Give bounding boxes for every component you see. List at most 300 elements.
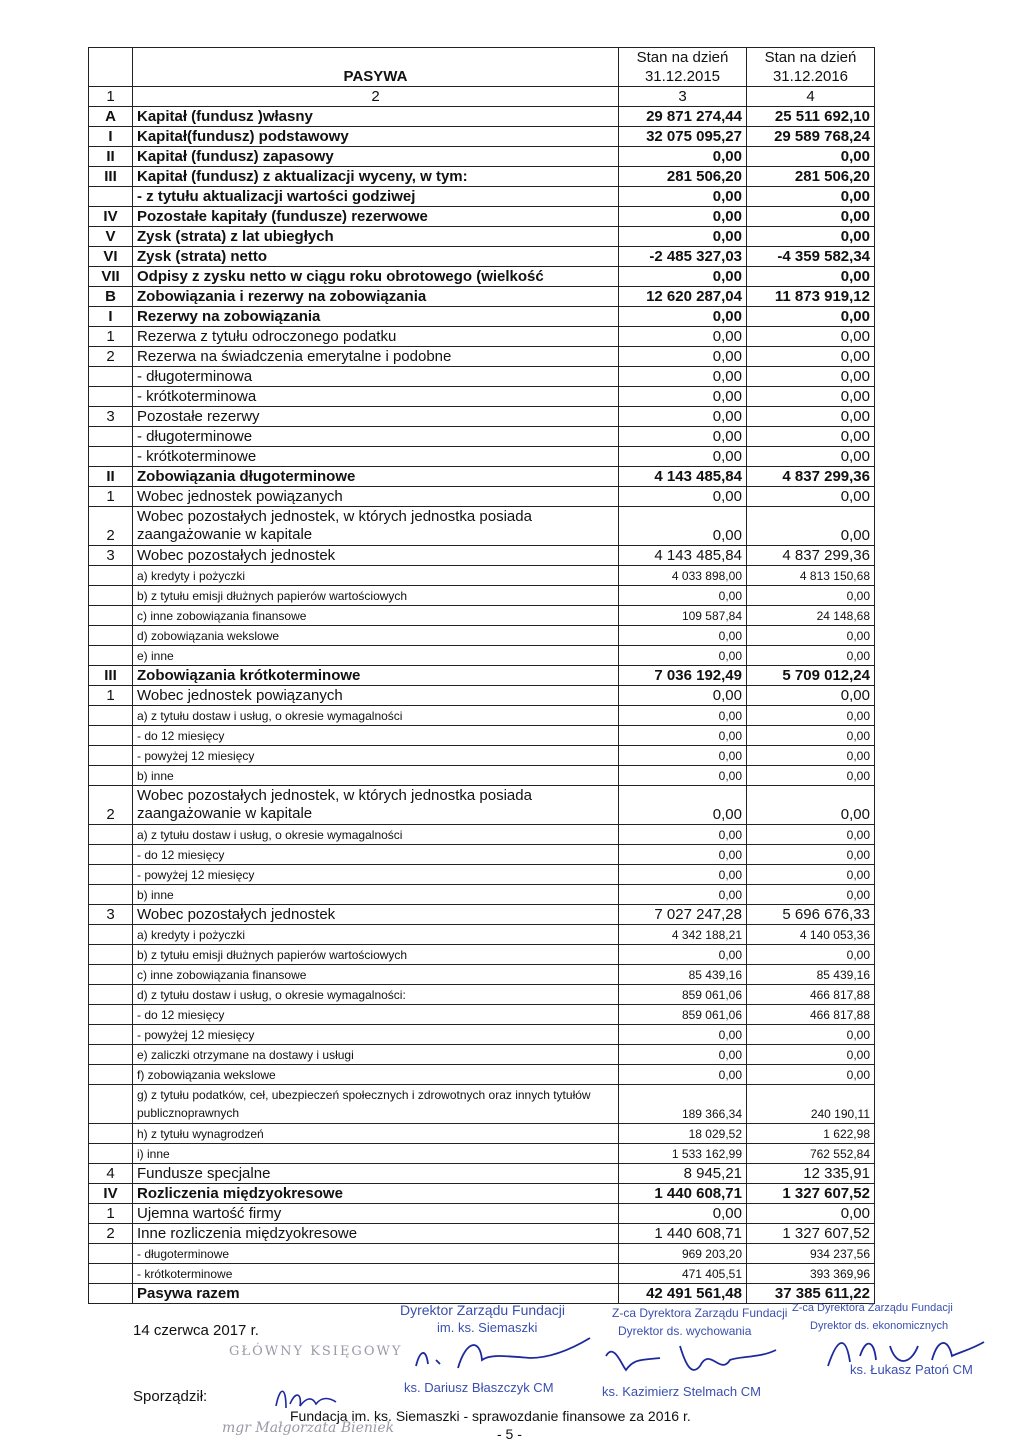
table-row [89,147,875,167]
column-header-2015: Stan na dzień 31.12.2015 [619,48,747,87]
row-value-2015: 0,00 [619,845,747,865]
row-number: 2 [89,347,133,367]
row-label: a) kredyty i pożyczki [133,566,619,586]
table-row [89,107,875,127]
row-value-2016: 1 622,98 [747,1124,875,1144]
row-label: b) inne [133,766,619,786]
row-number: IV [89,207,133,227]
row-value-2016: 0,00 [747,207,875,227]
row-value-2015: 189 366,34 [619,1085,747,1124]
row-label: i) inne [133,1144,619,1164]
table-row [89,127,875,147]
row-value-2015: 0,00 [619,1204,747,1224]
column-number: 3 [619,87,747,107]
table-row [89,307,875,327]
row-number [89,825,133,845]
row-value-2016: 0,00 [747,1204,875,1224]
table-row [89,686,875,706]
row-number [89,646,133,666]
row-number [89,447,133,467]
row-value-2015: 0,00 [619,427,747,447]
row-number [89,427,133,447]
row-label: Rozliczenia międzyokresowe [133,1184,619,1204]
row-value-2016: 0,00 [747,487,875,507]
row-label: Kapitał (fundusz )własny [133,107,619,127]
column-number-row [89,87,875,107]
table-row [89,925,875,945]
row-value-2015: 0,00 [619,507,747,546]
row-number: III [89,167,133,187]
table-row [89,1085,875,1124]
row-value-2016: 0,00 [747,407,875,427]
row-value-2015: 0,00 [619,447,747,467]
row-label: - długoterminowe [133,1244,619,1264]
row-value-2016: 25 511 692,10 [747,107,875,127]
row-value-2015: 0,00 [619,586,747,606]
row-value-2016: 0,00 [747,367,875,387]
table-row [89,447,875,467]
row-number [89,1025,133,1045]
row-number [89,1284,133,1304]
row-value-2016: 0,00 [747,885,875,905]
row-number [89,985,133,1005]
row-value-2016: 1 327 607,52 [747,1224,875,1244]
row-label: Wobec pozostałych jednostek, w których jednostka posiada zaangażowanie w kapitale [133,507,619,546]
row-value-2016: 12 335,91 [747,1164,875,1184]
row-label: - do 12 miesięcy [133,845,619,865]
row-number: IV [89,1184,133,1204]
row-value-2015: 0,00 [619,387,747,407]
row-value-2016: 466 817,88 [747,1005,875,1025]
table-row [89,1144,875,1164]
row-value-2016: 37 385 611,22 [747,1284,875,1304]
row-value-2016: 0,00 [747,347,875,367]
row-value-2015: 969 203,20 [619,1244,747,1264]
row-label: f) zobowiązania wekslowe [133,1065,619,1085]
table-row [89,726,875,746]
liabilities-table [88,47,875,1304]
row-value-2015: 4 143 485,84 [619,467,747,487]
row-label: - powyżej 12 miesięcy [133,865,619,885]
row-label: Rezerwa z tytułu odroczonego podatku [133,327,619,347]
row-value-2015: 1 533 162,99 [619,1144,747,1164]
row-value-2016: 0,00 [747,267,875,287]
row-label: - powyżej 12 miesięcy [133,746,619,766]
document-footer-line: Fundacja im. ks. Siemaszki - sprawozdanie finansowe za 2016 r. [290,1408,691,1424]
row-value-2016: 0,00 [747,187,875,207]
row-value-2016: 0,00 [747,447,875,467]
row-value-2016: 4 140 053,36 [747,925,875,945]
deputy-education-stamp-name: ks. Kazimierz Stelmach CM [602,1384,761,1399]
table-row [89,825,875,845]
row-value-2015: 0,00 [619,646,747,666]
row-number: 1 [89,327,133,347]
row-value-2016: 0,00 [747,865,875,885]
row-number: 3 [89,905,133,925]
row-label: - krótkoterminowe [133,1264,619,1284]
table-row [89,1025,875,1045]
table-row [89,606,875,626]
row-value-2015: 12 620 287,04 [619,287,747,307]
row-label: Pozostałe kapitały (fundusze) rezerwowe [133,207,619,227]
table-row [89,247,875,267]
row-value-2016: 762 552,84 [747,1144,875,1164]
table-row [89,167,875,187]
row-label: Ujemna wartość firmy [133,1204,619,1224]
row-label: - długoterminowa [133,367,619,387]
board-director-stamp-title: Dyrektor Zarządu Fundacji [400,1302,565,1318]
row-number [89,845,133,865]
row-number: 2 [89,1224,133,1244]
table-header-row [89,48,875,87]
board-director-signature [410,1330,600,1380]
row-value-2015: 0,00 [619,1065,747,1085]
row-value-2015: 4 342 188,21 [619,925,747,945]
row-value-2016: 24 148,68 [747,606,875,626]
page-number: - 5 - [497,1426,522,1442]
table-row [89,467,875,487]
row-value-2016: 934 237,56 [747,1244,875,1264]
table-row [89,845,875,865]
table-row [89,885,875,905]
row-number: II [89,467,133,487]
row-label: Pasywa razem [133,1284,619,1304]
row-number [89,626,133,646]
row-value-2016: 0,00 [747,786,875,825]
column-number: 4 [747,87,875,107]
table-row [89,1284,875,1304]
table-row [89,1244,875,1264]
row-value-2015: 0,00 [619,766,747,786]
row-number: VI [89,247,133,267]
row-label: Wobec pozostałych jednostek [133,905,619,925]
row-value-2015: 859 061,06 [619,1005,747,1025]
table-row [89,985,875,1005]
row-number [89,367,133,387]
row-label: a) z tytułu dostaw i usług, o okresie wymagalności [133,825,619,845]
deputy-education-stamp-sub: Dyrektor ds. wychowania [618,1324,752,1338]
table-row [89,546,875,566]
row-label: Rezerwy na zobowiązania [133,307,619,327]
row-number [89,925,133,945]
table-row [89,1204,875,1224]
row-value-2016: 5 709 012,24 [747,666,875,686]
row-value-2015: 0,00 [619,347,747,367]
row-value-2016: 0,00 [747,327,875,347]
table-row [89,865,875,885]
row-value-2016: 0,00 [747,825,875,845]
row-value-2016: 29 589 768,24 [747,127,875,147]
row-value-2015: 7 027 247,28 [619,905,747,925]
table-row [89,586,875,606]
row-label: h) z tytułu wynagrodzeń [133,1124,619,1144]
row-label: - krótkoterminowa [133,387,619,407]
row-value-2016: 0,00 [747,307,875,327]
row-label: c) inne zobowiązania finansowe [133,606,619,626]
row-label: Zobowiązania i rezerwy na zobowiązania [133,287,619,307]
table-row [89,1264,875,1284]
table-row [89,1124,875,1144]
row-value-2016: 0,00 [747,746,875,766]
table-row [89,187,875,207]
row-value-2016: 5 696 676,33 [747,905,875,925]
row-number: 2 [89,786,133,825]
row-value-2015: 0,00 [619,267,747,287]
row-value-2016: 4 837 299,36 [747,467,875,487]
row-number: A [89,107,133,127]
row-value-2015: 0,00 [619,327,747,347]
row-value-2015: 0,00 [619,885,747,905]
table-row [89,427,875,447]
table-row [89,407,875,427]
row-label: - do 12 miesięcy [133,1005,619,1025]
row-value-2015: 42 491 561,48 [619,1284,747,1304]
row-value-2015: 0,00 [619,1045,747,1065]
row-value-2015: 4 143 485,84 [619,546,747,566]
table-row [89,267,875,287]
row-number: I [89,307,133,327]
row-value-2016: -4 359 582,34 [747,247,875,267]
row-value-2015: 0,00 [619,227,747,247]
row-label: - z tytułu aktualizacji wartości godziwej [133,187,619,207]
row-number [89,706,133,726]
row-value-2015: 29 871 274,44 [619,107,747,127]
deputy-economic-stamp-sub: Dyrektor ds. ekonomicznych [810,1320,949,1332]
row-value-2016: 393 369,96 [747,1264,875,1284]
board-director-stamp-name: ks. Dariusz Błaszczyk CM [404,1380,554,1395]
row-value-2016: 0,00 [747,147,875,167]
row-label: Wobec jednostek powiązanych [133,686,619,706]
row-label: Kapitał (fundusz) zapasowy [133,147,619,167]
row-value-2016: 0,00 [747,646,875,666]
row-value-2016: 0,00 [747,586,875,606]
column-number: 1 [89,87,133,107]
header-blank-cell [89,48,133,87]
table-row [89,487,875,507]
row-value-2015: 0,00 [619,367,747,387]
row-value-2015: 0,00 [619,825,747,845]
row-label: Zobowiązania długoterminowe [133,467,619,487]
row-value-2015: 0,00 [619,207,747,227]
table-row [89,905,875,925]
table-row [89,945,875,965]
row-value-2015: 0,00 [619,686,747,706]
document-date: 14 czerwca 2017 r. [133,1322,259,1339]
row-label: Wobec jednostek powiązanych [133,487,619,507]
row-value-2015: 0,00 [619,407,747,427]
row-value-2015: 109 587,84 [619,606,747,626]
row-value-2016: 4 813 150,68 [747,566,875,586]
row-label: Pozostałe rezerwy [133,407,619,427]
row-value-2015: 0,00 [619,746,747,766]
row-value-2015: 85 439,16 [619,965,747,985]
row-value-2015: 281 506,20 [619,167,747,187]
table-row [89,207,875,227]
row-label: Kapitał(fundusz) podstawowy [133,127,619,147]
row-number [89,1244,133,1264]
row-value-2016: 4 837 299,36 [747,546,875,566]
row-number: III [89,666,133,686]
row-label: - krótkoterminowe [133,447,619,467]
row-label: Inne rozliczenia międzyokresowe [133,1224,619,1244]
row-number [89,387,133,407]
table-row [89,387,875,407]
row-label: Wobec pozostałych jednostek [133,546,619,566]
chief-accountant-stamp: GŁÓWNY KSIĘGOWY [229,1344,403,1359]
row-number [89,885,133,905]
row-label: Rezerwa na świadczenia emerytalne i podobne [133,347,619,367]
table-row [89,666,875,686]
table-row [89,1045,875,1065]
row-label: Zobowiązania krótkoterminowe [133,666,619,686]
row-label: Odpisy z zysku netto w ciągu roku obrotowego (wielkość [133,267,619,287]
row-label: - powyżej 12 miesięcy [133,1025,619,1045]
board-director-stamp-sub: im. ks. Siemaszki [437,1320,538,1335]
row-number [89,766,133,786]
section-title: PASYWA [133,48,619,87]
row-value-2015: 471 405,51 [619,1264,747,1284]
row-value-2016: 0,00 [747,726,875,746]
row-value-2015: 0,00 [619,307,747,327]
table-row [89,1224,875,1244]
row-number [89,586,133,606]
row-number: 4 [89,1164,133,1184]
table-row [89,1184,875,1204]
row-value-2016: 466 817,88 [747,985,875,1005]
row-value-2015: 0,00 [619,945,747,965]
row-value-2016: 0,00 [747,427,875,447]
row-number: V [89,227,133,247]
table-row [89,566,875,586]
row-label: b) inne [133,885,619,905]
row-value-2015: 0,00 [619,706,747,726]
row-value-2015: 0,00 [619,487,747,507]
row-value-2016: 0,00 [747,766,875,786]
deputy-education-stamp-title: Z-ca Dyrektora Zarządu Fundacji [612,1306,788,1320]
table-row [89,706,875,726]
row-value-2016: 0,00 [747,1065,875,1085]
row-value-2015: 8 945,21 [619,1164,747,1184]
row-value-2015: 18 029,52 [619,1124,747,1144]
row-value-2015: 1 440 608,71 [619,1224,747,1244]
row-label: Zysk (strata) z lat ubiegłych [133,227,619,247]
row-number [89,1124,133,1144]
deputy-education-signature [600,1336,780,1386]
row-number [89,187,133,207]
row-number [89,1144,133,1164]
row-value-2015: 0,00 [619,865,747,885]
deputy-economic-signature [820,1326,990,1386]
row-number [89,1264,133,1284]
table-row [89,1005,875,1025]
chief-accountant-signature [272,1376,352,1416]
row-value-2016: 0,00 [747,1045,875,1065]
row-number [89,746,133,766]
row-value-2015: 0,00 [619,626,747,646]
row-value-2016: 240 190,11 [747,1085,875,1124]
row-number: 3 [89,407,133,427]
row-value-2015: 32 075 095,27 [619,127,747,147]
row-value-2015: 0,00 [619,1025,747,1045]
row-value-2016: 0,00 [747,1025,875,1045]
row-value-2015: -2 485 327,03 [619,247,747,267]
deputy-economic-stamp-title: Z-ca Dyrektora Zarządu Fundacji [792,1302,953,1314]
row-label: e) inne [133,646,619,666]
row-value-2015: 0,00 [619,786,747,825]
prepared-by-label: Sporządził: [133,1388,208,1405]
column-header-2016: Stan na dzień 31.12.2016 [747,48,875,87]
table-row [89,347,875,367]
row-label: a) z tytułu dostaw i usług, o okresie wymagalności [133,706,619,726]
row-label: Kapitał (fundusz) z aktualizacji wyceny, w tym: [133,167,619,187]
row-number: B [89,287,133,307]
row-number [89,1005,133,1025]
row-label: - do 12 miesięcy [133,726,619,746]
row-value-2016: 281 506,20 [747,167,875,187]
table-row [89,786,875,825]
table-row [89,746,875,766]
table-row [89,965,875,985]
row-label: d) zobowiązania wekslowe [133,626,619,646]
row-number [89,1085,133,1124]
row-value-2015: 859 061,06 [619,985,747,1005]
row-value-2016: 11 873 919,12 [747,287,875,307]
row-value-2016: 85 439,16 [747,965,875,985]
chief-accountant-name: mgr Małgorzata Bieniek [222,1420,395,1436]
deputy-economic-stamp-name: ks. Łukasz Patoń CM [850,1362,973,1377]
row-value-2016: 0,00 [747,945,875,965]
row-label: d) z tytułu dostaw i usług, o okresie wymagalności: [133,985,619,1005]
row-label: b) z tytułu emisji dłużnych papierów wartościowych [133,586,619,606]
row-label: Fundusze specjalne [133,1164,619,1184]
row-label: a) kredyty i pożyczki [133,925,619,945]
table-row [89,507,875,546]
row-label: Wobec pozostałych jednostek, w których jednostka posiada zaangażowanie w kapitale [133,786,619,825]
row-label: e) zaliczki otrzymane na dostawy i usługi [133,1045,619,1065]
row-label: g) z tytułu podatków, ceł, ubezpieczeń społecznych i zdrowotnych oraz innych tytułów publicznoprawnych [133,1085,619,1124]
row-value-2016: 0,00 [747,706,875,726]
row-value-2016: 1 327 607,52 [747,1184,875,1204]
row-number [89,945,133,965]
row-number: 1 [89,686,133,706]
row-number: 2 [89,507,133,546]
row-number: VII [89,267,133,287]
row-number: II [89,147,133,167]
row-number [89,566,133,586]
row-number [89,865,133,885]
table-row [89,1065,875,1085]
row-number: I [89,127,133,147]
table-row [89,287,875,307]
row-value-2015: 1 440 608,71 [619,1184,747,1204]
row-number: 1 [89,487,133,507]
row-value-2016: 0,00 [747,227,875,247]
row-value-2016: 0,00 [747,845,875,865]
column-number: 2 [133,87,619,107]
row-number [89,965,133,985]
table-row [89,327,875,347]
row-number [89,726,133,746]
row-value-2016: 0,00 [747,387,875,407]
table-row [89,626,875,646]
row-label: b) z tytułu emisji dłużnych papierów wartościowych [133,945,619,965]
table-row [89,646,875,666]
row-value-2016: 0,00 [747,686,875,706]
table-row [89,227,875,247]
row-value-2016: 0,00 [747,507,875,546]
row-number [89,606,133,626]
row-number [89,1045,133,1065]
